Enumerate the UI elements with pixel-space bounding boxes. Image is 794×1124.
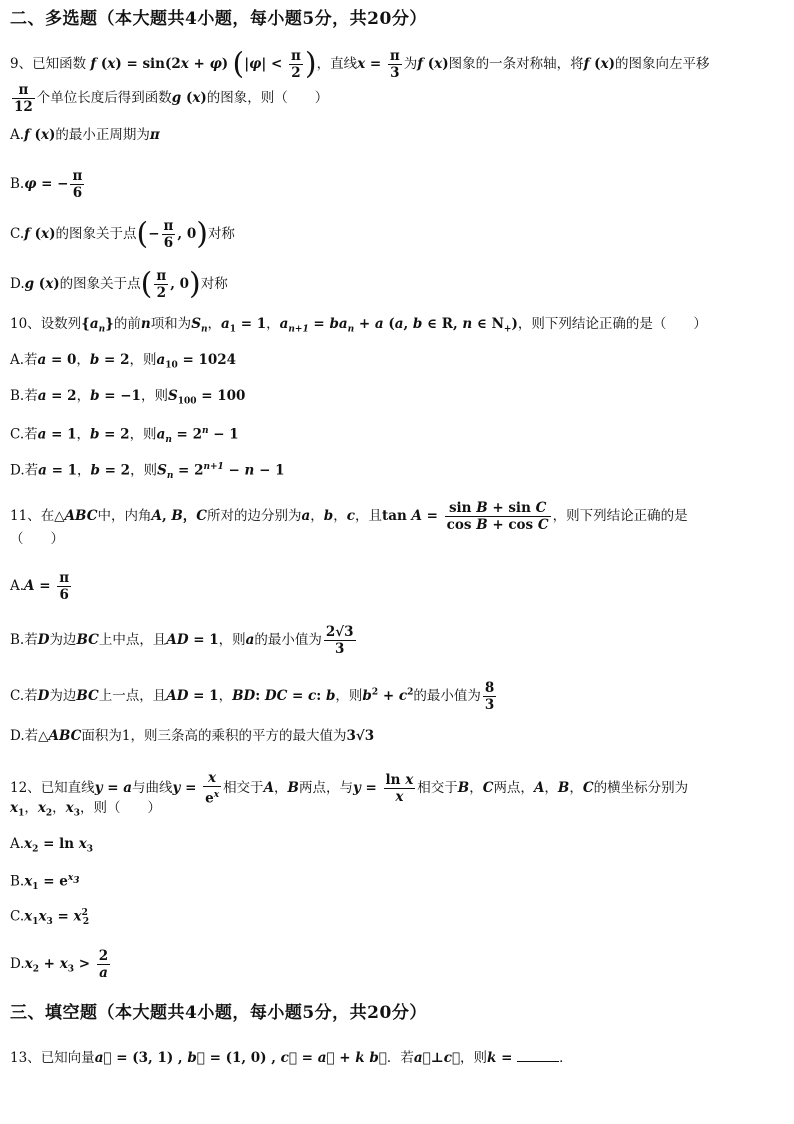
q9-option-a: A.f (x)的最小正周期为π xyxy=(10,127,160,143)
q12-option-c: $C.x_1x_3 = x^2_2$ xyxy=(10,908,90,928)
section-heading-fill-in: 三、填空题（本大题共4小题，每小题5分，共20分） xyxy=(10,1003,427,1023)
q9-option-b: B.φ = − $\frac{\pi}{6}$ xyxy=(10,168,83,201)
q9-stem-line1: 9、已知函数 f (x) = sin(2x + φ) (|φ| < $\frac{\pi}{2}$ )，直线x = $\frac{\pi}{3}$ 为f (x)图象的一条对称轴，将f (x)的图象向左平移 xyxy=(10,46,710,82)
q12-option-b: $B.x_1 = e^{x_3}$ xyxy=(10,873,80,893)
q12-option-a: $A.x_2 = \ln x_3$ xyxy=(10,836,94,855)
q9-stem-line2: $\frac{\pi}{12}$ 个单位长度后得到函数g (x)的图象，则（ ） xyxy=(14,82,329,115)
q10-option-b: B.若a = 2，b = −1，则$S_{100} = 100$ xyxy=(10,388,246,407)
q12-stem-line1: 12、已知直线y = a与曲线y = $\frac{x}{e^x}$ 相交于A，B两点，与y = $\frac{\text{ln x}}{x}$ 相交于B，C两点，A，B，C的横坐标分别为 xyxy=(10,770,689,807)
q11-option-b: B.若D为边BC上中点，且AD = 1，则a的最小值为 $\frac{2√3}{3}$ xyxy=(10,624,354,657)
section-heading-multiple-choice: 二、多选题（本大题共4小题，每小题5分，共20分） xyxy=(10,9,427,29)
q11-option-a: A.A = $\frac{\pi}{6}$ xyxy=(10,570,70,603)
q11-stem-line2: （ ） xyxy=(10,531,64,547)
q10-option-d: D.若a = 1，b = 2，则$S_n = 2^{n+1} - n - 1$ xyxy=(10,462,285,482)
q10-option-a: A.若a = 0，b = 2，则$a_{10} = 1024$ xyxy=(10,352,237,371)
q10-stem: 10、设数列$\{a_n\}$的前n项和为$S_n$，$a_1 = 1$，$a_{n+1} = ba_n + a$ (a, b ∈ R, n ∈ $N_+$)，则下列结论正确的是（ ） xyxy=(10,316,707,335)
q13-stem: 13、已知向量a⃗ = (3, 1) , b⃗ = (1, 0) , c⃗ = a⃗ + k b⃗．若a⃗⊥c⃗，则k = ． xyxy=(10,1050,573,1066)
q12-option-d: $D.x_2 + x_3$ > $\frac{2}{a}$ xyxy=(10,948,109,981)
q10-option-c: C.若a = 1，b = 2，则$a_n = 2^n - 1$ xyxy=(10,426,239,446)
q11-stem-line1: 11、在△ABC中，内角A, B，C所对的边分别为a，b，c，且tan A = $\frac{\text{sin B + sin C}}{\text{cos B + cos C}}$ ，则下列结论正确的是 xyxy=(10,500,688,533)
q11-option-c: C.若D为边BC上一点，且AD = 1，BD: DC = c: b，则$b^2 + c^2$的最小值为 $\frac{8}{3}$ xyxy=(10,680,495,713)
q9-option-c: C.f (x)的图象关于点(− $\frac{\pi}{6}$ , 0)对称 xyxy=(10,216,235,252)
answer-blank[interactable] xyxy=(517,1049,559,1062)
q12-stem-line2: $x_1$，$x_2$，$x_3$，则（ ） xyxy=(10,800,161,819)
q9-option-d: D.g (x)的图象关于点( $\frac{\pi}{2}$ , 0)对称 xyxy=(10,266,228,302)
q11-option-d: D.若△ABC面积为1，则三条高的乘积的平方的最大值为3√3 xyxy=(10,728,375,744)
